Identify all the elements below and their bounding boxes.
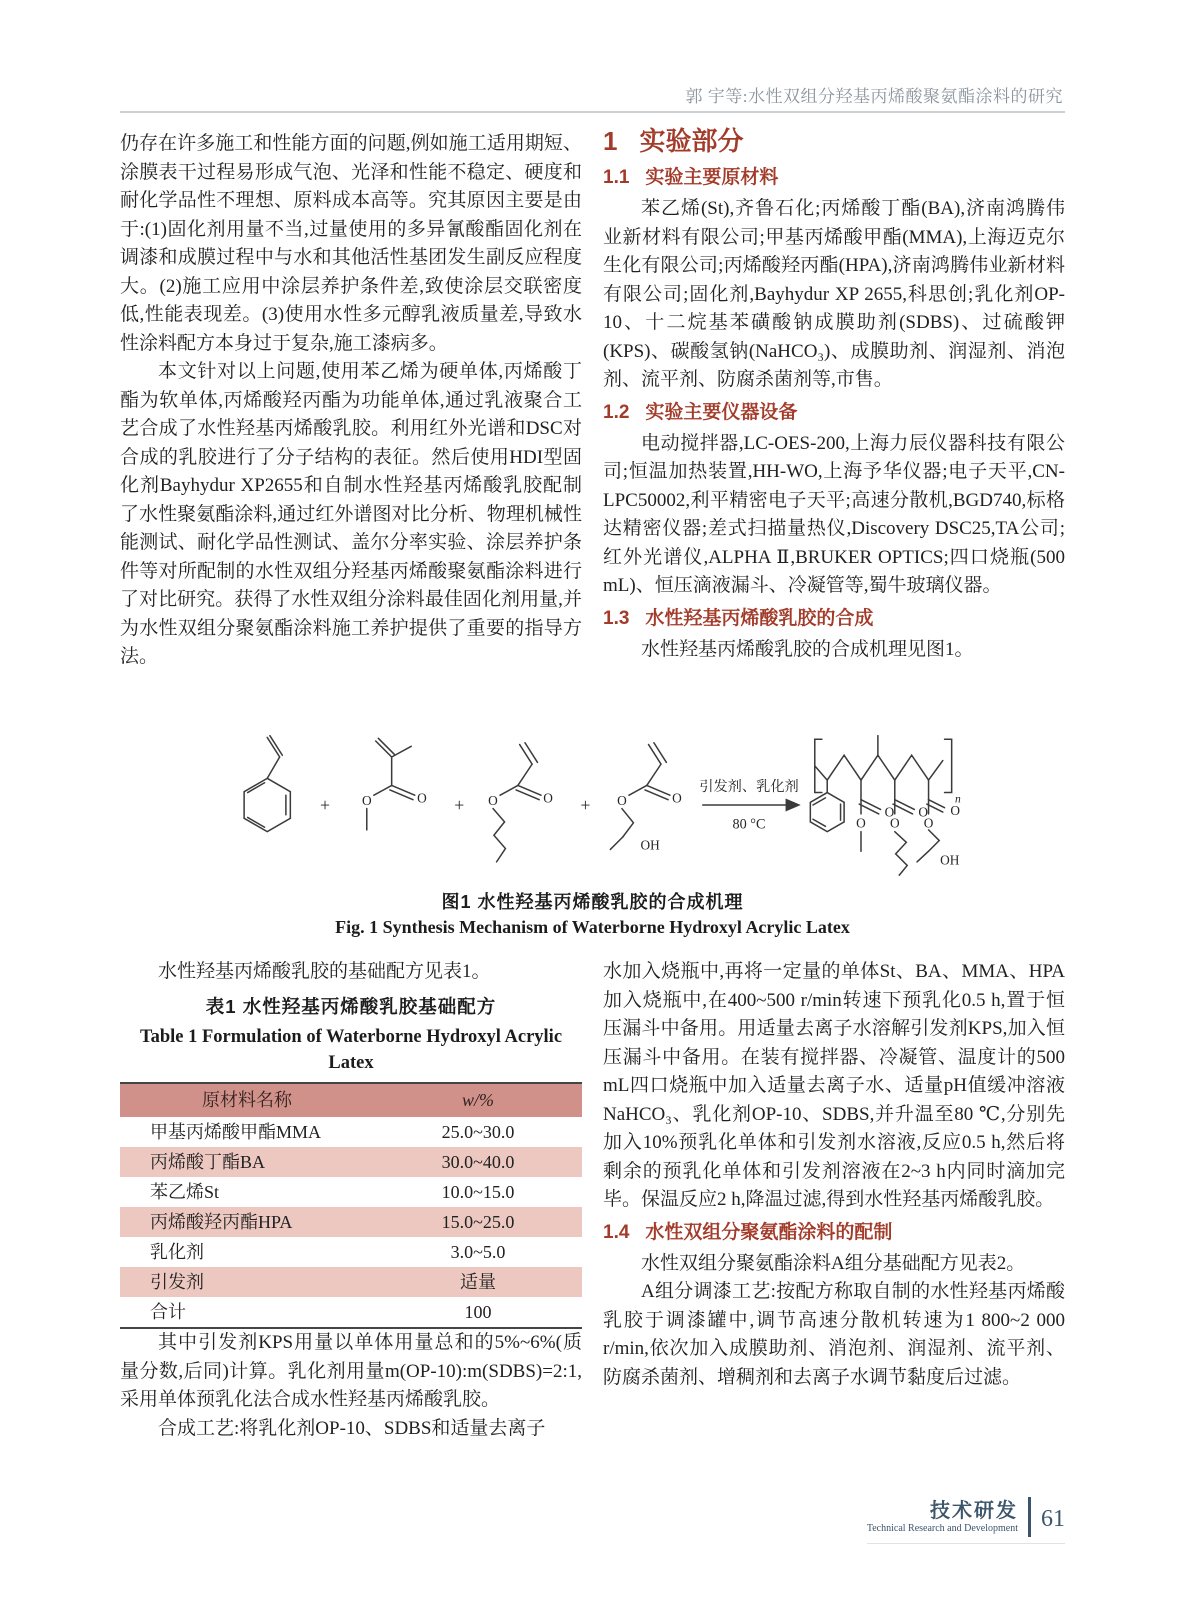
figure-1: [120, 700, 1065, 938]
cell-value: 25.0~30.0: [441, 1121, 515, 1142]
atom-label-o: O: [543, 790, 553, 806]
table-row: [120, 1147, 582, 1177]
cell-value: 10.0~15.0: [441, 1181, 515, 1202]
cell-material: 甲基丙烯酸甲酯MMA: [150, 1121, 322, 1142]
atom-label-oh: OH: [640, 837, 660, 853]
section-number: 1: [603, 126, 618, 156]
section-title: 水性双组分聚氨酯涂料的配制: [645, 1221, 893, 1243]
page-number: 61: [1041, 1505, 1065, 1532]
section-title: 实验部分: [639, 126, 744, 156]
table-row: [120, 1117, 582, 1147]
section-number: 1.4: [603, 1221, 630, 1243]
section-heading-1-1: [603, 164, 1065, 191]
arrow-label-top: 引发剂、乳化剂: [699, 779, 799, 796]
cell-value: 适量: [374, 1267, 582, 1297]
cell-material: 合计: [150, 1301, 186, 1322]
left-column-top: [120, 130, 582, 672]
section-title: 水性羟基丙烯酸乳胶的合成: [645, 607, 874, 629]
footer-section-cn: 技术研发: [930, 1499, 1018, 1522]
table-1: [120, 1082, 582, 1329]
table-header-row: [120, 1083, 582, 1117]
cell-material: 丙烯酸丁酯BA: [120, 1147, 374, 1177]
right-column-top: [603, 122, 1065, 664]
table-1-title-cn: 表1 水性羟基丙烯酸乳胶基础配方: [205, 995, 497, 1017]
cell-value: 100: [464, 1301, 492, 1322]
synthesis-scheme-image: [205, 700, 1005, 878]
table-row: [120, 1207, 582, 1237]
section-number: 1.3: [603, 607, 630, 629]
atom-label-o: O: [488, 793, 498, 809]
paragraph: 电动搅拌器,LC-OES-200,上海力辰仪器科技有限公司;恒温加热装置,HH-WO,上海予华仪器;电子天平,CN-LPC50002,利平精密电子天平;高速分散机,BGD740,标格达精密仪器;差式扫描量热仪,Discovery DSC25,TA公司;红外光谱仪,ALPHA Ⅱ,BRUKER OPTICS;四口烧瓶(500 mL)、恒压滴液漏斗、冷凝管等,蜀牛玻璃仪器。: [603, 432, 1065, 596]
atom-label-o: O: [950, 802, 961, 818]
paragraph: 本文针对以上问题,使用苯乙烯为硬单体,丙烯酸丁酯为软单体,丙烯酸羟丙酯为功能单体,通过乳液聚合工艺合成了水性羟基丙烯酸乳胶。利用红外光谱和DSC对合成的乳胶进行了分子结构的表征。然后使用HDI型固化剂Bayhydur XP2655和自制水性羟基丙烯酸乳胶配制了水性聚氨酯涂料,通过红外谱图对比分析、物理机械性能测试、耐化学品性测试、盖尔分率实验、涂层养护条件等对所配制的水性双组分羟基丙烯酸聚氨酯涂料进行了对比研究。获得了水性双组分涂料最佳固化剂用量,并为水性双组分聚氨酯涂料施工养护提供了重要的指导方法。: [120, 361, 582, 667]
subscript-n: n: [954, 793, 961, 806]
section-title: 实验主要仪器设备: [645, 401, 798, 423]
paragraph: 仍存在许多施工和性能方面的问题,例如施工适用期短、涂膜表干过程易形成气泡、光泽和性能不稳定、硬度和耐化学品性不理想、原料成本高等。究其原因主要是由于:(1)固化剂用量不当,过量使用的多异氰酸酯固化剂在调漆和成膜过程中与水和其他活性基团发生副反应程度大。(2)施工应用中涂层养护条件差,致使涂层交联密度低,性能表现差。(3)使用水性多元醇乳液质量差,导致水性涂料配方本身过于复杂,施工漆病多。: [120, 133, 582, 354]
cell-value: 30.0~40.0: [374, 1147, 582, 1177]
page-footer: [867, 1497, 1065, 1544]
left-column-bottom: [120, 958, 582, 1443]
section-number: 1.2: [603, 401, 630, 423]
right-column-bottom: [603, 958, 1065, 1392]
section-heading-1-3: [603, 605, 1065, 632]
section-number: 1.1: [603, 167, 630, 188]
table-row: [120, 1237, 582, 1267]
running-head: 郭 宇等:水性双组分羟基丙烯酸聚氨酯涂料的研究: [685, 87, 1063, 106]
table-header-percent: w/%: [374, 1083, 582, 1117]
cell-material: 丙烯酸羟丙酯HPA: [120, 1207, 374, 1237]
cell-material: 引发剂: [120, 1267, 374, 1297]
atom-label-o: O: [672, 790, 682, 806]
paragraph: 水性羟基丙烯酸乳胶的基础配方见表1。: [158, 961, 491, 982]
paragraph: A组分调漆工艺:按配方称取自制的水性羟基丙烯酸乳胶于调漆罐中,调节高速分散机转速为1 800~2 000 r/min,依次加入成膜助剂、消泡剂、润湿剂、流平剂、防腐杀菌剂、增稠剂和去离子水调节黏度后过滤。: [603, 1281, 1065, 1388]
atom-label-o: O: [361, 793, 372, 809]
table-row: [120, 1297, 582, 1328]
atom-label-oh: OH: [940, 852, 960, 868]
paragraph: 苯乙烯(St),齐鲁石化;丙烯酸丁酯(BA),济南鸿腾伟业新材料有限公司;甲基丙烯酸甲酯(MMA),上海迈克尔生化有限公司;丙烯酸羟丙酯(HPA),济南鸿腾伟业新材料有限公司;固化剂,Bayhydur XP 2655,科思创;乳化剂OP-10、十二烷基苯磺酸钠成膜助剂(SDBS)、过硫酸钾(KPS)、碳酸氢钠(NaHCO₃)、成膜助剂、润湿剂、消泡剂、流平剂、防腐杀菌剂等,市售。: [603, 198, 1065, 390]
footer-divider-bar: [1028, 1497, 1031, 1537]
paragraph: 水加入烧瓶中,再将一定量的单体St、BA、MMA、HPA加入烧瓶中,在400~500 r/min转速下预乳化0.5 h,置于恒压漏斗中备用。用适量去离子水溶解引发剂KPS,加入恒压漏斗中备用。在装有搅拌器、冷凝管、温度计的500 mL四口烧瓶中加入适量去离子水、适量pH值缓冲溶液NaHCO₃、乳化剂OP-10、SDBS,并升温至80 ℃,分别先加入10%预乳化单体和引发剂水溶液,反应0.5 h,然后将剩余的预乳化单体和引发剂溶液在2~3 h内同时滴加完毕。保温反应2 h,降温过滤,得到水性羟基丙烯酸乳胶。: [603, 961, 1065, 1210]
figure-caption-cn: 图1 水性羟基丙烯酸乳胶的合成机理: [441, 892, 744, 912]
table-header-material: 原材料名称: [120, 1083, 374, 1117]
atom-label-o: O: [884, 804, 895, 820]
atom-label-o: O: [856, 815, 866, 831]
footer-section-en: Technical Research and Development: [866, 1522, 1018, 1534]
cell-material: 苯乙烯St: [150, 1181, 220, 1202]
atom-label-o: O: [617, 793, 627, 809]
section-heading-1: [603, 122, 1065, 160]
section-heading-1-4: [603, 1219, 1065, 1246]
header-divider: [120, 111, 1065, 113]
plus-sign: +: [319, 795, 331, 815]
paragraph: 水性羟基丙烯酸乳胶的合成机理见图1。: [641, 638, 974, 660]
table-row: [120, 1267, 582, 1297]
atom-label-o: O: [923, 815, 934, 831]
paragraph: 其中引发剂KPS用量以单体用量总和的5%~6%(质量分数,后同)计算。乳化剂用量m(OP-10):m(SDBS)=2:1,采用单体预乳化法合成水性羟基丙烯酸乳胶。: [120, 1332, 582, 1410]
section-title: 实验主要原材料: [645, 167, 779, 188]
plus-sign: +: [454, 795, 465, 815]
paragraph: 合成工艺:将乳化剂OP-10、SDBS和适量去离子: [158, 1417, 546, 1439]
paragraph: 水性双组分聚氨酯涂料A组分基础配方见表2。: [641, 1252, 1026, 1274]
table-row: [120, 1177, 582, 1207]
atom-label-o: O: [417, 790, 427, 806]
table-1-title-en: Table 1 Formulation of Waterborne Hydroxyl Acrylic Latex: [139, 1027, 563, 1073]
atom-label-o: O: [918, 804, 929, 820]
arrow-label-bottom: 80 °C: [732, 816, 766, 833]
section-heading-1-2: [603, 399, 1065, 426]
cell-value: 15.0~25.0: [374, 1207, 582, 1237]
cell-value: 3.0~5.0: [450, 1241, 506, 1262]
figure-caption-en: Fig. 1 Synthesis Mechanism of Waterborne Hydroxyl Acrylic Latex: [335, 917, 850, 937]
plus-sign: +: [580, 795, 591, 815]
cell-material: 乳化剂: [150, 1241, 204, 1262]
footer-section: [867, 1500, 1018, 1535]
atom-label-o: O: [889, 815, 900, 831]
